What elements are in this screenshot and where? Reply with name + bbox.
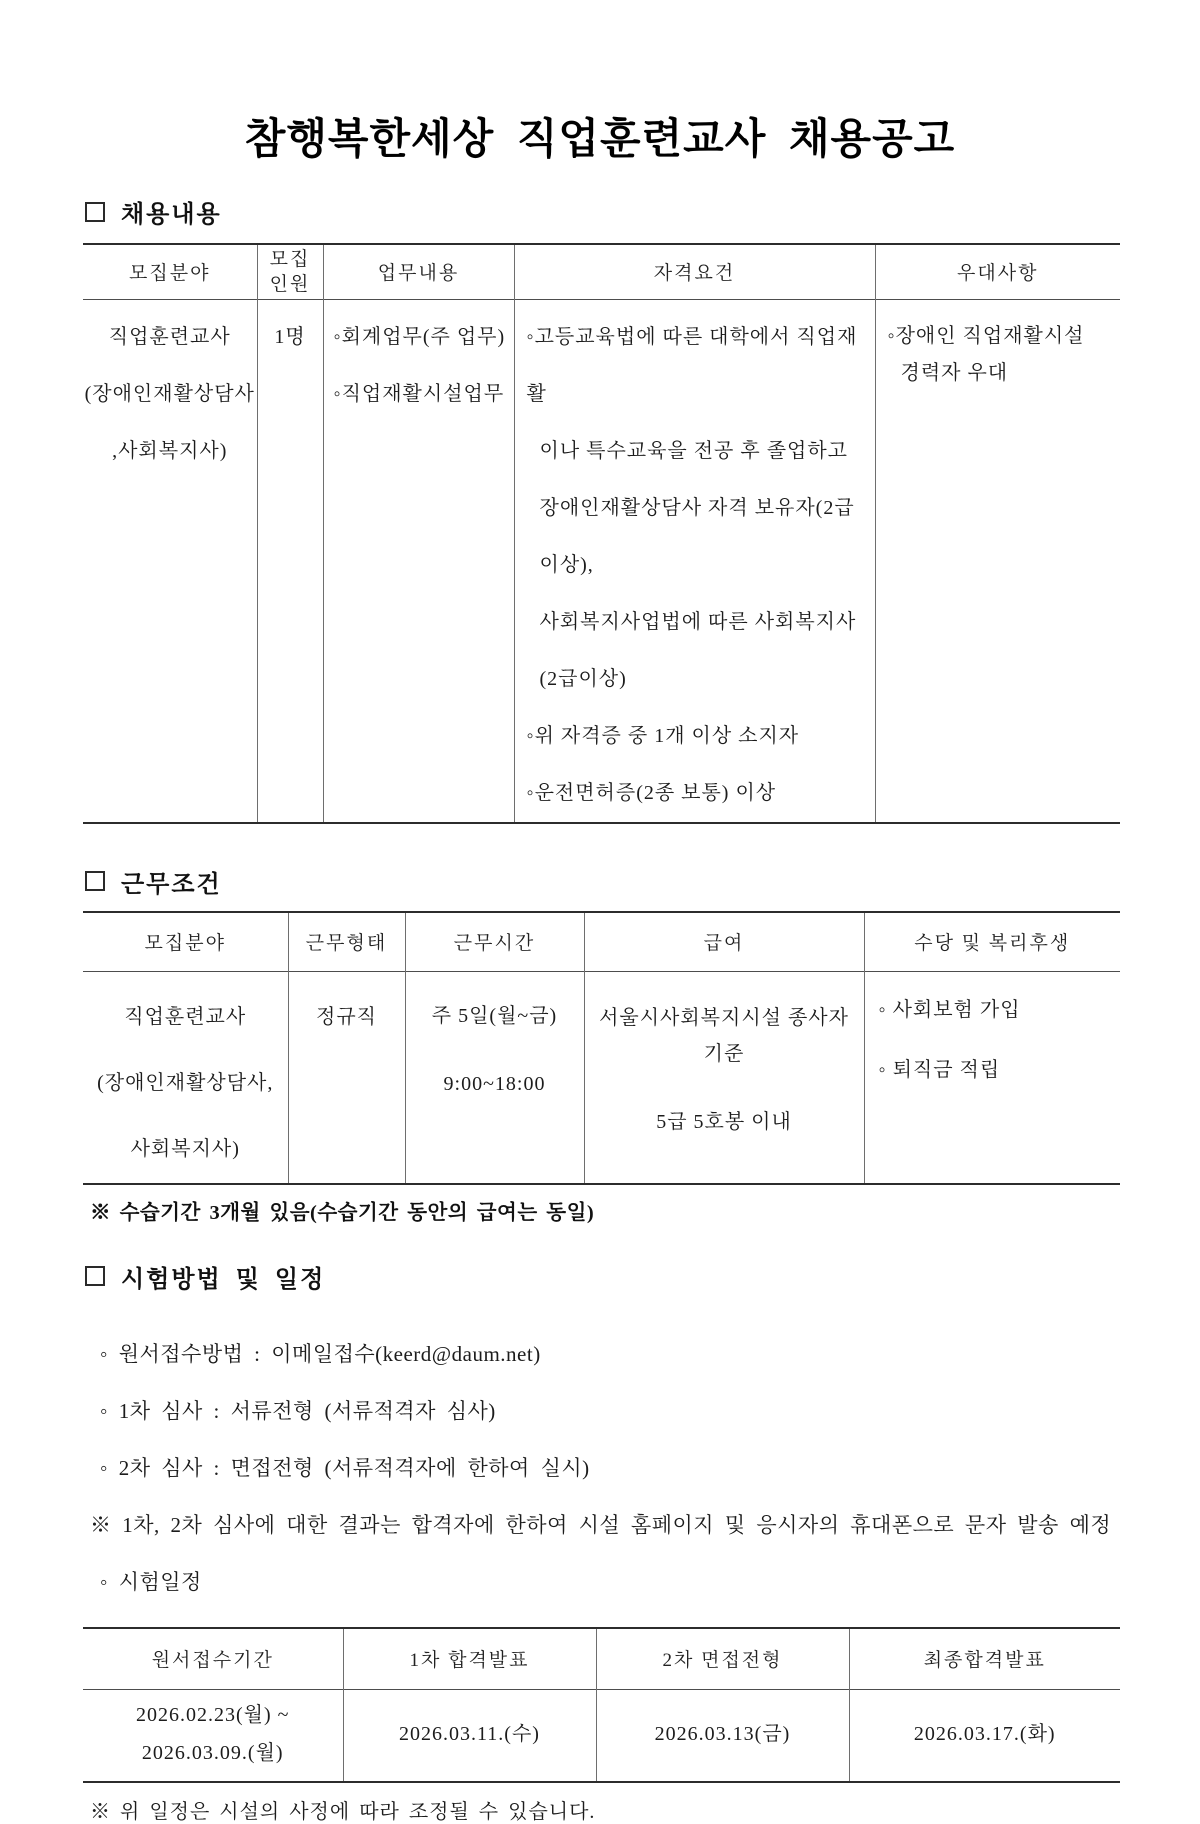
cell-line: ◦위 자격증 중 1개 이상 소지자 — [526, 724, 800, 747]
recruit-header-field: 모집분야 — [129, 263, 211, 285]
work-cell-field — [83, 972, 288, 1184]
cell-line: ,사회복지사) — [112, 439, 228, 462]
square-bullet-icon — [85, 871, 105, 891]
exam-item-list — [90, 1342, 1200, 1595]
cell-line: ◦고등교육법에 따른 대학에서 직업재활 — [526, 325, 858, 405]
recruit-header-qualifications: 자격요건 — [514, 244, 875, 299]
cell-line: 직업훈련교사 — [108, 325, 231, 348]
schedule-header-interview: 2차 면접전형 — [596, 1628, 849, 1690]
schedule-cell-first-result — [343, 1690, 596, 1782]
work-header-hours: 근무시간 — [405, 912, 584, 972]
cell-line: 주 5일(월~금) — [431, 1005, 558, 1027]
work-table-header-row — [83, 912, 1120, 972]
cell-line: ◦ 사회보험 가입 — [878, 999, 1021, 1021]
recruit-header-duties: 업무내용 — [323, 244, 514, 299]
cell-line: 장애인재활상담사 자격 보유자(2급이상), — [539, 496, 855, 576]
recruit-header-count-line1: 모집 — [269, 248, 311, 270]
schedule-cell-interview — [596, 1690, 849, 1782]
cell-line: ◦ 퇴직금 적립 — [878, 1059, 1001, 1081]
probation-note: ※ 수습기간 3개월 있음(수습기간 동안의 급여는 동일) — [90, 1201, 595, 1224]
section-heading-exam — [85, 1259, 1200, 1294]
schedule-table-body-row — [83, 1690, 1120, 1782]
cell-line: 서울시사회복지시설 종사자 — [599, 1007, 849, 1029]
cell-line: 2026.03.17.(화) — [913, 1723, 1056, 1745]
list-item: ◦ 원서접수방법 : 이메일접수(keerd@daum.net) — [100, 1341, 541, 1366]
schedule-header-final-result: 최종합격발표 — [849, 1628, 1120, 1690]
list-item: ◦ 2차 심사 : 면접전형 (서류적격자에 한하여 실시) — [100, 1455, 590, 1480]
cell-line: ◦직업재활시설업무 — [333, 382, 505, 405]
schedule-cell-final-result — [849, 1690, 1120, 1782]
recruit-header-count — [257, 244, 323, 299]
cell-line: 이나 특수교육을 전공 후 졸업하고 — [539, 439, 848, 462]
work-header-type: 근무형태 — [288, 912, 405, 972]
schedule-table-header-row — [83, 1628, 1120, 1690]
cell-line: 2026.02.23(월) ~ — [136, 1704, 290, 1726]
cell-line: (장애인재활상담사 — [84, 382, 255, 405]
section-heading-recruit — [85, 194, 1200, 229]
cell-line: (장애인재활상담사, — [97, 1072, 274, 1094]
work-cell-benefits — [864, 972, 1120, 1184]
cell-line: 경력자 우대 — [900, 361, 1009, 384]
work-header-salary: 급여 — [584, 912, 864, 972]
schedule-table — [83, 1627, 1120, 1783]
recruit-header-preferences: 우대사항 — [875, 244, 1120, 299]
work-cell-hours — [405, 972, 584, 1184]
recruit-table-body-row — [83, 299, 1120, 823]
cell-line: 정규직 — [316, 1006, 377, 1028]
cell-line: 사회복지사) — [130, 1138, 240, 1160]
work-cell-salary — [584, 972, 864, 1184]
work-cell-type — [288, 972, 405, 1184]
recruit-table-header-row — [83, 244, 1120, 299]
cell-line: 기준 — [703, 1043, 745, 1065]
cell-line: 2026.03.13(금) — [654, 1723, 791, 1745]
recruit-cell-field — [83, 299, 257, 823]
list-item: ※ 1차, 2차 심사에 대한 결과는 합격자에 한하여 시설 홈페이지 및 응시자의 휴대폰으로 문자 발송 예정 — [90, 1512, 1112, 1537]
recruit-cell-qualifications — [514, 299, 875, 823]
cell-line: ◦회계업무(주 업무) — [333, 325, 506, 348]
cell-line: 1명 — [274, 325, 306, 348]
cell-line: ◦장애인 직업재활시설 — [887, 324, 1085, 347]
document-title: 참행복한세상 직업훈련교사 채용공고 — [244, 115, 956, 162]
recruit-cell-preferences — [875, 299, 1120, 823]
work-header-field: 모집분야 — [144, 933, 226, 955]
work-conditions-table — [83, 911, 1120, 1185]
square-bullet-icon — [85, 202, 105, 222]
section-heading-recruit-label: 채용내용 — [121, 202, 222, 228]
recruit-table — [83, 243, 1120, 824]
schedule-footnote: ※ 위 일정은 시설의 사정에 따라 조정될 수 있습니다. — [90, 1800, 596, 1823]
section-heading-work — [85, 864, 1200, 899]
cell-line: 사회복지사업법에 따른 사회복지사(2급이상) — [539, 610, 857, 690]
list-item: ◦ 1차 심사 : 서류전형 (서류적격자 심사) — [100, 1398, 496, 1423]
section-heading-work-label: 근무조건 — [121, 871, 222, 898]
cell-line: 2026.03.11.(수) — [399, 1723, 540, 1745]
schedule-cell-period — [83, 1690, 343, 1782]
recruit-header-count-line2: 인원 — [269, 273, 311, 295]
cell-line: 9:00~18:00 — [443, 1073, 546, 1095]
list-item: ◦ 시험일정 — [100, 1569, 202, 1594]
cell-line: 5급 5호봉 이내 — [656, 1111, 792, 1133]
cell-line: ◦운전면허증(2종 보통) 이상 — [526, 781, 777, 804]
recruit-cell-count — [257, 299, 323, 823]
schedule-header-first-result: 1차 합격발표 — [343, 1628, 596, 1690]
work-header-benefits: 수당 및 복리후생 — [864, 912, 1120, 972]
recruit-cell-duties — [323, 299, 514, 823]
cell-line: 직업훈련교사 — [124, 1006, 247, 1028]
schedule-header-period: 원서접수기간 — [151, 1650, 274, 1672]
section-heading-exam-label: 시험방법 및 일정 — [121, 1266, 326, 1293]
work-table-body-row — [83, 972, 1120, 1184]
square-bullet-icon — [85, 1266, 105, 1286]
cell-line: 2026.03.09.(월) — [141, 1742, 284, 1764]
